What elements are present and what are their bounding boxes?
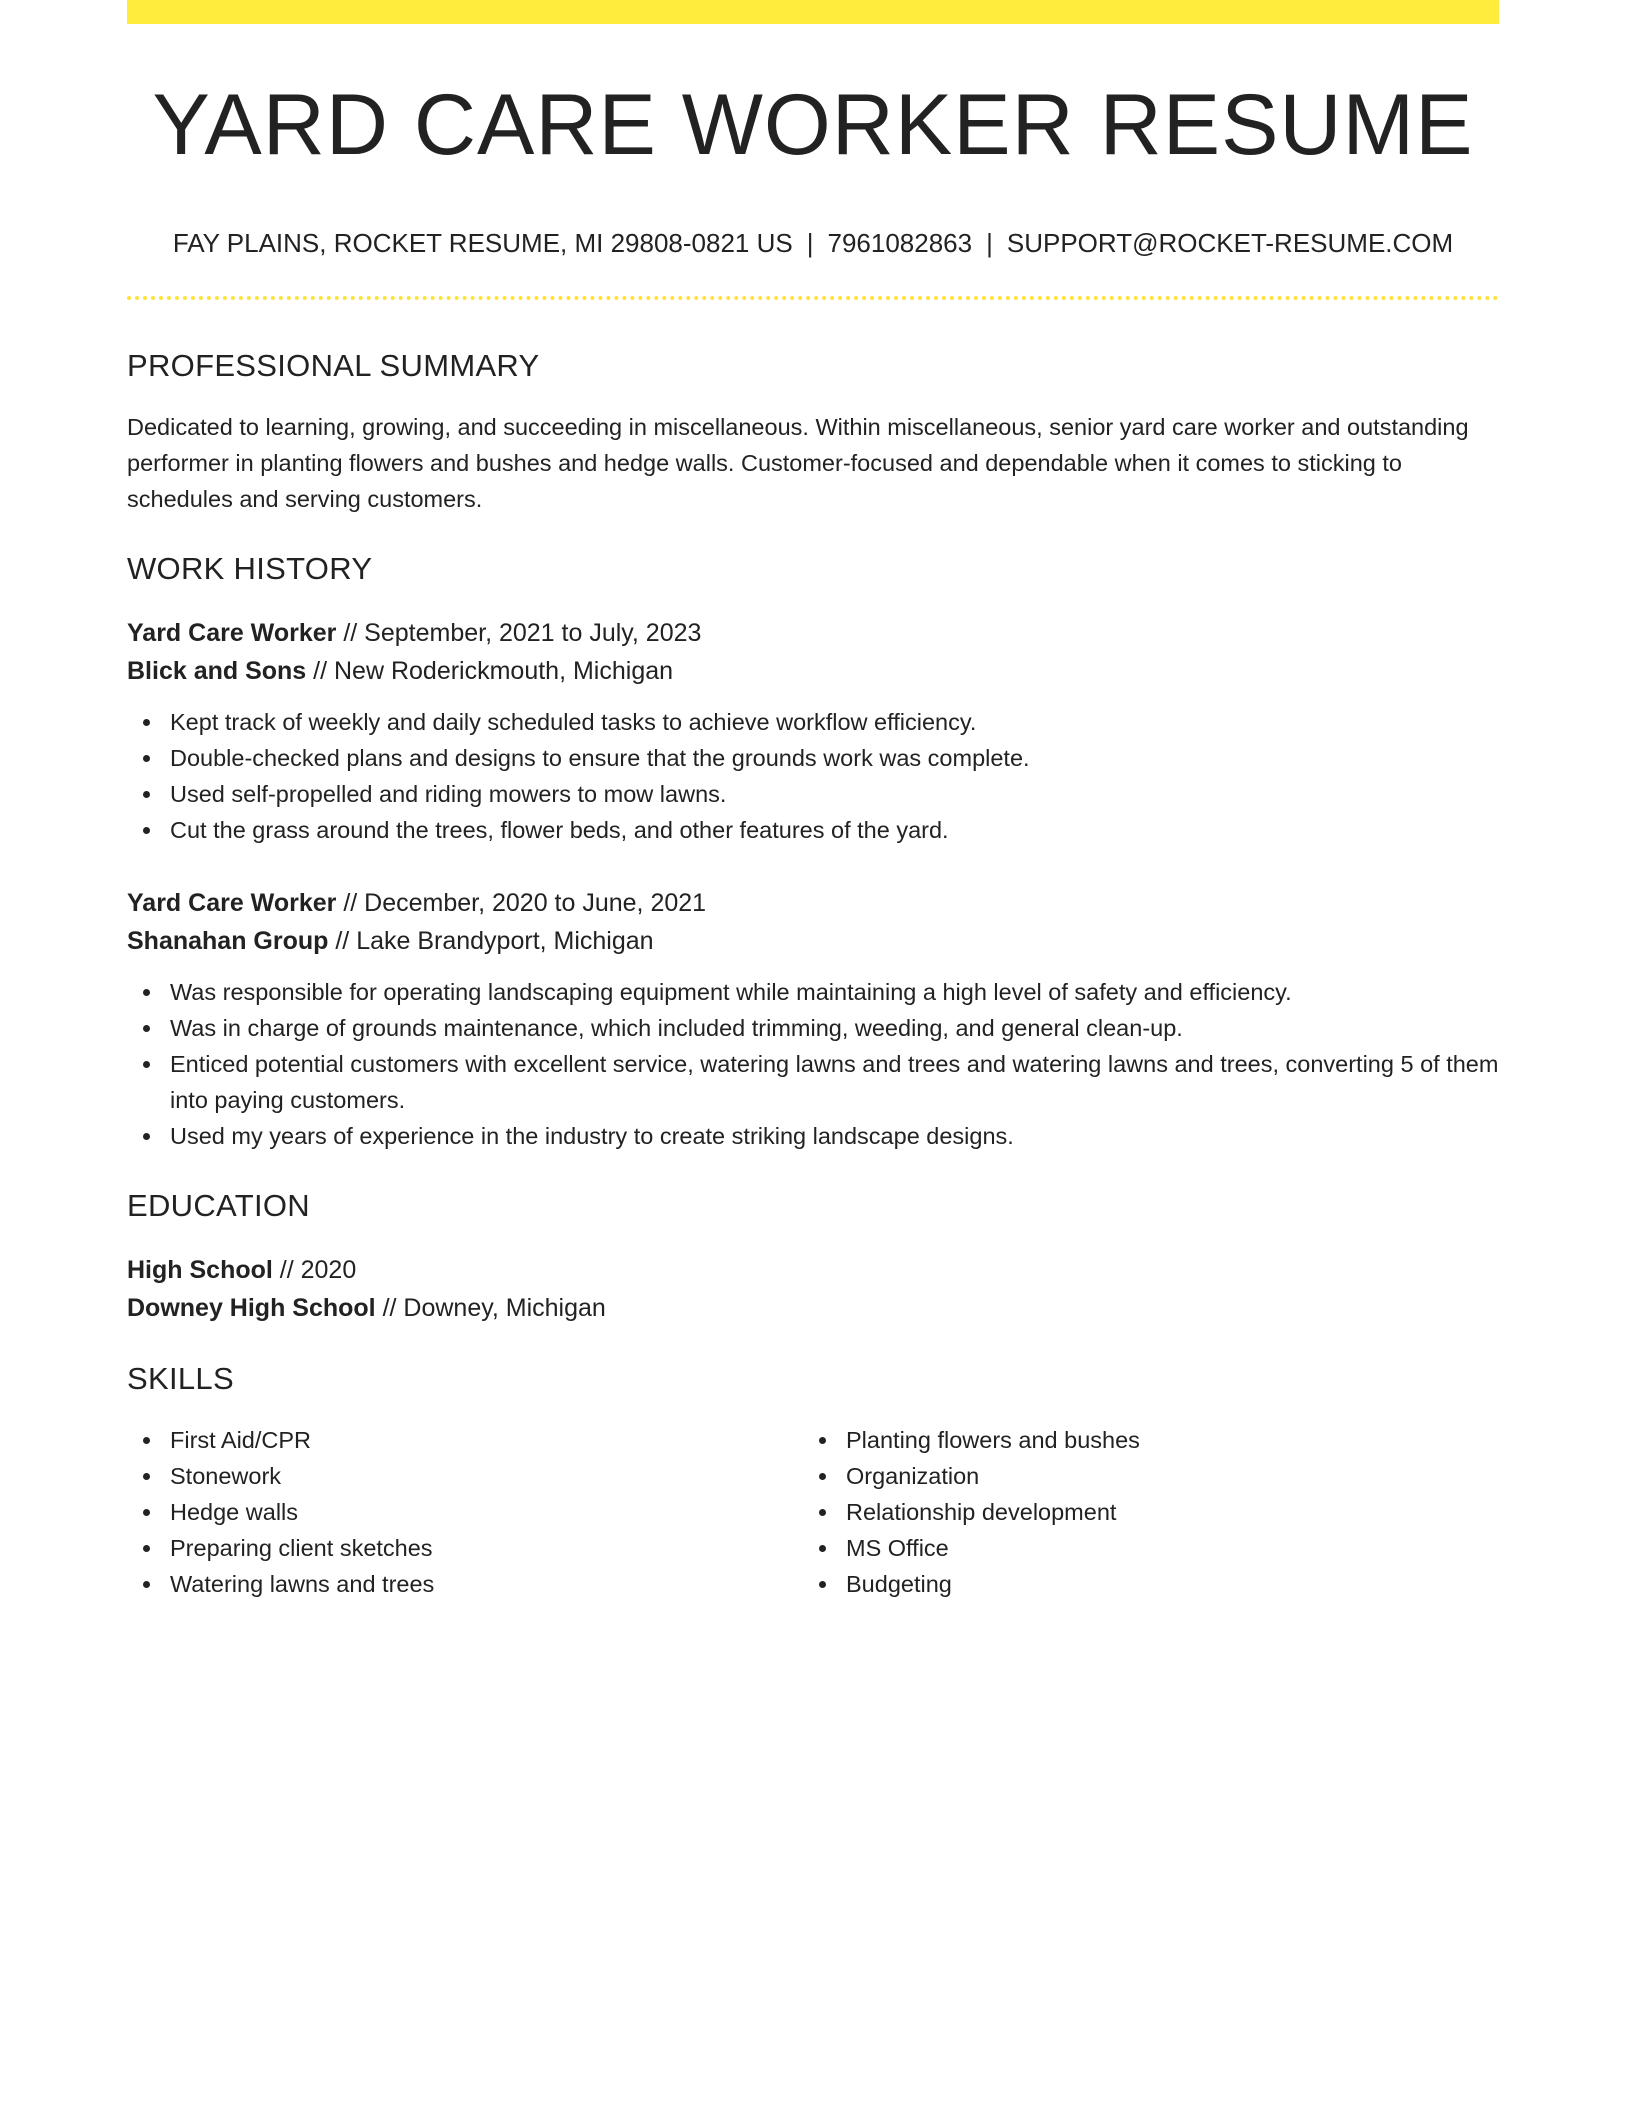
job-dates: // December, 2020 to June, 2021	[336, 889, 707, 917]
education-entry	[127, 1251, 1499, 1327]
contact-separator: |	[806, 228, 814, 258]
accent-bar	[127, 0, 1499, 24]
contact-separator: |	[986, 228, 993, 258]
skill-item: Preparing client sketches	[170, 1530, 803, 1566]
skill-item: MS Office	[846, 1530, 1479, 1566]
job-entry	[127, 614, 1499, 848]
skill-item: Hedge walls	[170, 1494, 803, 1530]
contact-phone: 7961082863	[827, 228, 973, 258]
education-school: Downey High School	[127, 1294, 376, 1322]
job-bullet: Cut the grass around the trees, flower beds, and other features of the yard.	[170, 812, 1499, 848]
job-company: Blick and Sons	[127, 657, 307, 685]
contact-address: FAY PLAINS, ROCKET RESUME, MI 29808-0821 US	[172, 228, 793, 258]
skill-item: Budgeting	[846, 1566, 1479, 1602]
job-location: // New Roderickmouth, Michigan	[306, 657, 674, 685]
job-title-line	[127, 884, 1499, 922]
skills-list	[803, 1422, 1479, 1602]
resume-page	[127, 0, 1499, 1602]
education-degree-line	[127, 1251, 1499, 1289]
job-company-line	[127, 652, 1499, 690]
skill-item: Relationship development	[846, 1494, 1479, 1530]
summary-heading: PROFESSIONAL SUMMARY	[127, 348, 540, 383]
job-title: Yard Care Worker	[127, 619, 337, 647]
skills-list	[127, 1422, 803, 1602]
job-bullet: Used my years of experience in the industry to create striking landscape designs.	[170, 1118, 1499, 1154]
skills-column-right	[803, 1422, 1479, 1602]
skills-heading: SKILLS	[127, 1361, 234, 1396]
job-bullet: Enticed potential customers with excellent service, watering lawns and trees and watering lawns and trees, converting 5 of them into paying customers.	[170, 1046, 1499, 1118]
skill-item: Planting flowers and bushes	[846, 1422, 1479, 1458]
job-bullets	[127, 974, 1499, 1154]
contact-email: SUPPORT@ROCKET-RESUME.COM	[1006, 228, 1454, 258]
job-dates: // September, 2021 to July, 2023	[336, 619, 702, 647]
skill-item: First Aid/CPR	[170, 1422, 803, 1458]
skills-grid	[127, 1422, 1499, 1602]
education-degree: High School	[127, 1256, 273, 1284]
job-bullet: Was responsible for operating landscaping equipment while maintaining a high level of safety and efficiency.	[170, 974, 1499, 1010]
job-bullet: Used self-propelled and riding mowers to mow lawns.	[170, 776, 1499, 812]
resume-title: YARD CARE WORKER RESUME	[152, 77, 1474, 173]
work-history-heading: WORK HISTORY	[127, 551, 373, 586]
job-location: // Lake Brandyport, Michigan	[328, 927, 654, 955]
education-school-line	[127, 1289, 1499, 1327]
job-bullet: Kept track of weekly and daily scheduled tasks to achieve workflow efficiency.	[170, 704, 1499, 740]
skill-item: Stonework	[170, 1458, 803, 1494]
contact-line	[127, 230, 1499, 256]
skills-column-left	[127, 1422, 803, 1602]
summary-text: Dedicated to learning, growing, and succeeding in miscellaneous. Within miscellaneous, senior yard care worker and outstanding performer in planting flowers and bushes and hedge walls. Customer-focused and dependable when it comes to sticking to schedules and serving customers.	[127, 414, 1469, 512]
education-heading: EDUCATION	[127, 1188, 310, 1223]
dotted-divider	[127, 296, 1499, 300]
education-year: // 2020	[272, 1256, 357, 1284]
job-bullet: Double-checked plans and designs to ensure that the grounds work was complete.	[170, 740, 1499, 776]
job-entry	[127, 884, 1499, 1154]
job-bullet: Was in charge of grounds maintenance, which included trimming, weeding, and general clean-up.	[170, 1010, 1499, 1046]
education-location: // Downey, Michigan	[375, 1294, 606, 1322]
skill-item: Watering lawns and trees	[170, 1566, 803, 1602]
job-bullets	[127, 704, 1499, 848]
job-title: Yard Care Worker	[127, 889, 337, 917]
skill-item: Organization	[846, 1458, 1479, 1494]
job-title-line	[127, 614, 1499, 652]
job-company-line	[127, 922, 1499, 960]
job-company: Shanahan Group	[127, 927, 329, 955]
